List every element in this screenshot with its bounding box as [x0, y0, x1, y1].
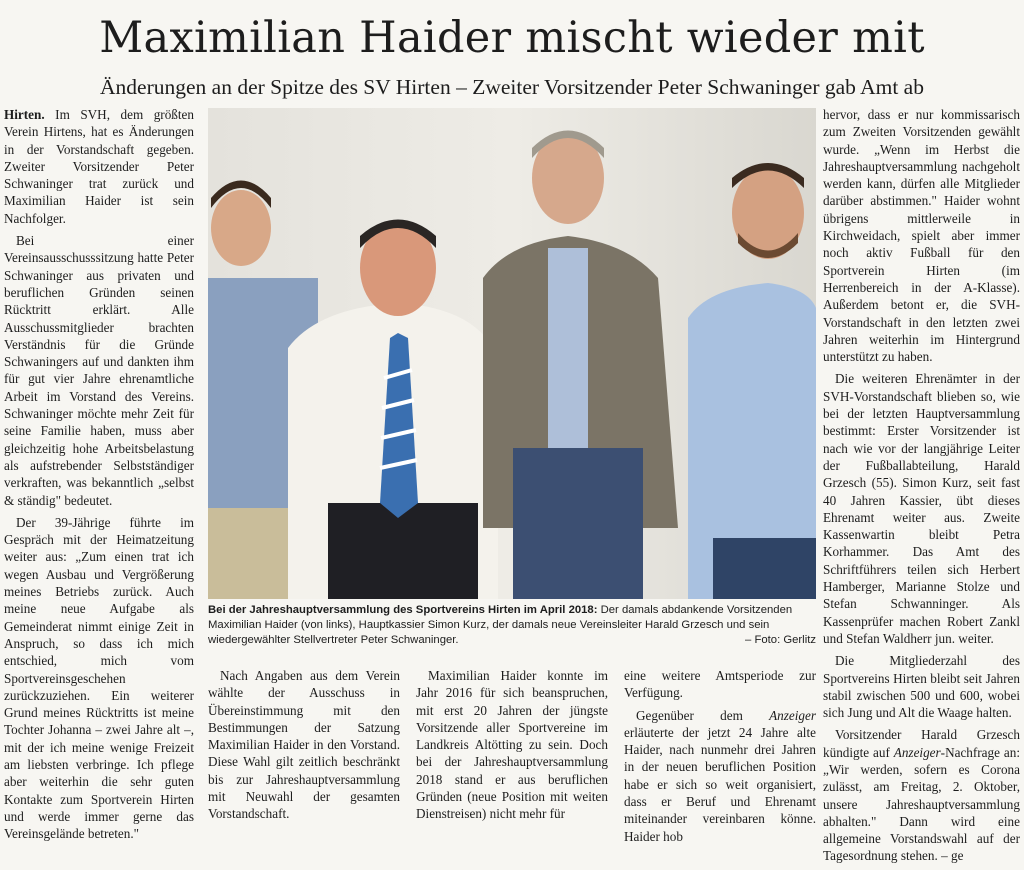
newspaper-name: Anzeiger	[769, 707, 816, 723]
photo-caption	[208, 603, 816, 648]
author-sign: – ge	[941, 848, 964, 864]
dateline: Hirten.	[4, 107, 45, 122]
paragraph-text: -Nachfrage an: „Wir werden, sofern es Corona zulässt, am Freitag, 2. Oktober, unsere Jahreshauptversammlung abhalten." Dann wird eine allgemeine Vorstandswahl auf der Tagesordnung stehen.	[823, 744, 1020, 864]
photo-credit: – Foto: Gerlitz	[745, 634, 816, 646]
paragraph	[624, 707, 816, 845]
caption-lead: Bei der Jahreshauptversammlung des Sportvereins Hirten im April 2018:	[208, 604, 598, 616]
article-column-2	[208, 667, 400, 828]
article-column-3	[416, 667, 608, 828]
caption-text: Der damals abdankende Vorsitzenden Maximilian Haider (von links), Hauptkassier Simon Kurz, der damals neue Vereinsleiter Harald Grzesch und sein wiedergewählter Stellvertreter Peter Schwaninger.	[208, 604, 793, 646]
paragraph: Die Mitgliederzahl des Sportvereins Hirten bleibt seit Jahren stabil zwischen 500 und 600, wobei sich Jung und Alt die Waage halten.	[823, 653, 1020, 721]
paragraph	[823, 726, 1020, 864]
paragraph-text: Im SVH, dem größten Verein Hirtens, hat es Änderungen in der Vorstandschaft gegeben. Zweiter Vorsitzender Peter Schwaninger trat zurück und Maximilian Haider ist sein Nachfolger.	[4, 107, 194, 226]
headline: Maximilian Haider mischt wieder mit	[99, 13, 925, 63]
newspaper-name: Anzeiger	[893, 744, 941, 760]
paragraph-text: Vorsitzender Harald Grzesch kündigte auf	[823, 727, 1020, 760]
group-photo	[208, 108, 816, 599]
paragraph: Die weiteren Ehrenämter in der SVH-Vorstandschaft blieben so, wie bei der letzten Hauptversammlung bestimmt: Erster Vorsitzender ist nach wie vor der langjährige Leiter der Fußballabteilung, Harald Grzesch (55). Simon Kurz, seit fast 40 Jahren Kassier, übt dieses Ehrenamt weiter aus. Zweite Kassenwartin bleibt Petra Korhammer. Das Amt des Schriftführers teilen sich Herbert Hamberger, Marianne Stolze und Stefan Schwanninger. Als Kassenprüfer machen Robert Zankl und Stefan Waldherr jun. weiter.	[823, 371, 1020, 646]
paragraph: Bei einer Vereinsausschusssitzung hatte Peter Schwaninger aus privaten und beruflichen Gründen seinen Rücktritt erklärt. Alle Ausschussmitglieder brachten Verständnis für die Gründe Schwaningers auf und dankten ihm für gut vier Jahre ehrenamtliche Arbeit im Vorstand des Vereins. Schwaninger möchte mehr Zeit für seine Familie haben, muss aber gleichzeitig hohe Arbeitsbelastung als aufstrebender Selbstständiger verkraften, was bekanntlich „selbst & ständig" bedeutet.	[4, 233, 194, 508]
paragraph: Maximilian Haider konnte im Jahr 2016 für sich beanspruchen, mit erst 20 Jahren der jüngste Vorsitzende aller Sportvereine im Landkreis Altötting zu sein. Doch bei der Jahreshauptversammlung 2018 stand er aus beruflichen Gründen (neue Position mit weiten Dienstreisen) nicht mehr für	[416, 668, 608, 822]
paragraph-text: Gegenüber dem	[636, 707, 770, 723]
paragraph: hervor, dass er nur kommissarisch zum Zweiten Vorsitzenden gewählt wurde. „Wenn im Herbst die Jahreshauptversammlung nachgeholt werden kann, dürfen alle Mitglieder darüber abstimmen." Haider wohnt übrigens mittlerweile in Kirchweidach, spielt aber immer noch aktiv Fußball für den Sportverein Hirten (im Herrenbereich in der A-Klasse). Außerdem betont er, die SVH-Vorstandschaft in den letzten zwei Jahren weiterhin im Hintergrund unterstützt zu haben.	[823, 107, 1020, 365]
paragraph: eine weitere Amtsperiode zur Verfügung.	[624, 668, 816, 701]
article-column-1	[4, 106, 194, 847]
paragraph: Der 39-Jährige führte im Gespräch mit der Heimatzeitung weiter aus: „Zum einen trat ich wegen Ausbau und Vergrößerung meines Betriebs zurück. Auch meine neue Aufgabe als Gemeinderat nimmt einige Zeit in Anspruch, so dass ich mich entschied, mich vom Sportvereinsgeschehen zurückzuziehen. Ein weiterer Grund meines Rücktritts ist meine Tochter Johanna – zwei Jahre alt –, mit der ich meine wenige Freizeit am liebsten verbringe. Ich pflege aber weiterhin die sehr guten Kontakte zum Sportverein Hirten und werde immer gerne das Vereinsgelände betreten."	[4, 514, 194, 842]
subheadline: Änderungen an der Spitze des SV Hirten – Zweiter Vorsitzender Peter Schwaninger gab Amt ab	[100, 75, 924, 99]
paragraph: Nach Angaben aus dem Verein wählte der Ausschuss in Übereinstimmung mit den Bestimmungen der Satzung Maximilian Haider in den Vorstand. Diese Wahl gilt zeitlich beschränkt bis zur Jahreshauptversammlung mit Neuwahl der gesamten Vorstandschaft.	[208, 668, 400, 822]
paragraph	[4, 106, 194, 227]
article-column-4	[624, 667, 816, 850]
paragraph-text: erläuterte der jetzt 24 Jahre alte Haider, nach nunmehr drei Jahren in der neuen beruflichen Position habe er sich so weit organisiert, dass er Beruf und Ehrenamt miteinander vereinbaren könne. Haider hob	[624, 724, 816, 844]
article-column-5	[823, 106, 1020, 870]
